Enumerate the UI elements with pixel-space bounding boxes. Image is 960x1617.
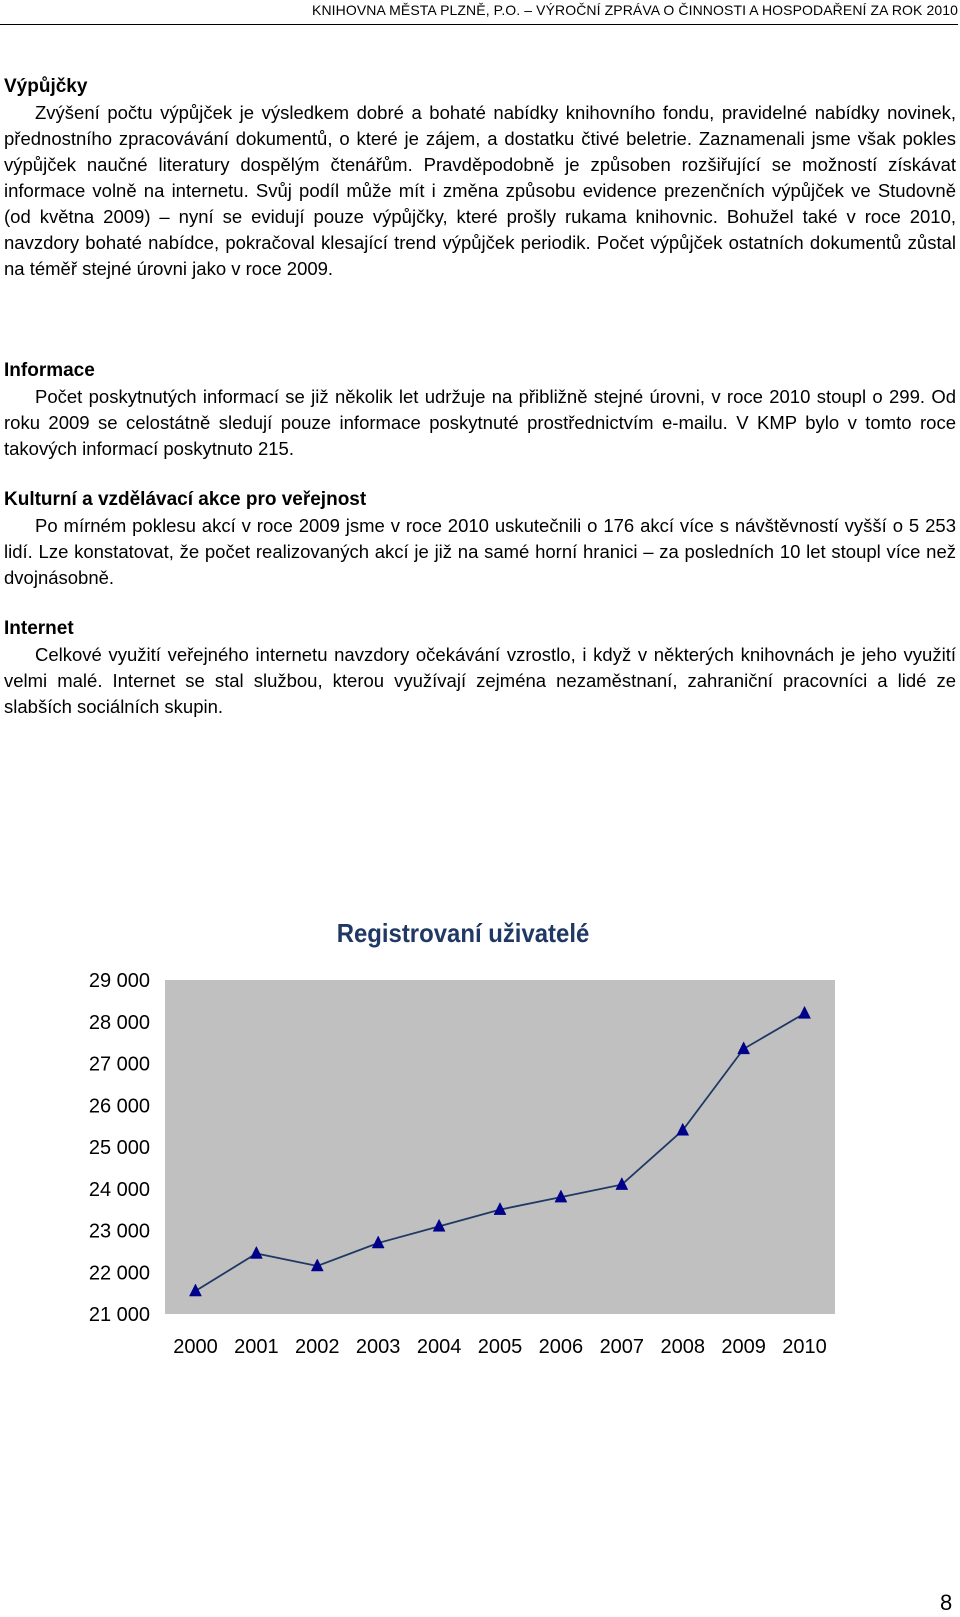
y-tick-label: 22 000 bbox=[88, 1262, 150, 1285]
x-tick-label: 2000 bbox=[173, 1336, 218, 1358]
y-tick-label: 21 000 bbox=[88, 1304, 150, 1326]
data-point bbox=[494, 1203, 506, 1215]
x-tick-label: 2005 bbox=[477, 1336, 523, 1358]
y-tick-label: 29 000 bbox=[88, 970, 150, 992]
data-point bbox=[311, 1259, 323, 1271]
page-number: 8 bbox=[940, 1590, 953, 1615]
plot-area bbox=[165, 980, 835, 1314]
section-heading: Internet bbox=[4, 618, 74, 639]
section-informace bbox=[4, 358, 956, 462]
x-tick-label: 2009 bbox=[721, 1336, 766, 1358]
data-point bbox=[738, 1042, 750, 1054]
data-point bbox=[372, 1236, 384, 1248]
running-header: KNIHOVNA MĚSTA PLZNĚ, P.O. – VÝROČNÍ ZPRÁVA O ČINNOSTI A HOSPODAŘENÍ ZA ROK 2010 bbox=[312, 2, 958, 18]
data-point bbox=[433, 1219, 445, 1231]
section-heading: Výpůjčky bbox=[4, 76, 88, 97]
section-vypujcky bbox=[4, 74, 956, 282]
y-tick-label: 28 000 bbox=[88, 1011, 150, 1034]
x-tick-label: 2010 bbox=[782, 1336, 827, 1358]
data-point bbox=[799, 1006, 811, 1018]
y-tick-label: 26 000 bbox=[88, 1095, 150, 1118]
chart-title: Registrovaní uživatelé bbox=[336, 918, 590, 948]
data-point bbox=[555, 1190, 567, 1202]
x-tick-label: 2006 bbox=[538, 1336, 584, 1358]
y-tick-label: 25 000 bbox=[88, 1137, 150, 1159]
data-point bbox=[250, 1246, 262, 1258]
section-internet bbox=[4, 616, 956, 720]
x-tick-label: 2008 bbox=[660, 1336, 705, 1358]
x-tick-label: 2003 bbox=[355, 1336, 401, 1358]
data-point bbox=[677, 1123, 689, 1135]
header-divider bbox=[0, 24, 958, 25]
section-text: Po mírném poklesu akcí v roce 2009 jsme v roce 2010 uskutečnili o 176 akcí více s návštěvností vyšší o 5 253 lidí. Lze konstatovat, že počet realizovaných akcí je již na samé horní hranici – za posledních 10 let stoupl více než dvojnásobně. bbox=[4, 515, 956, 588]
y-tick-label: 23 000 bbox=[88, 1220, 150, 1243]
x-tick-label: 2002 bbox=[295, 1336, 340, 1358]
series-line bbox=[195, 1013, 804, 1291]
data-point bbox=[189, 1284, 201, 1296]
section-heading: Kulturní a vzdělávací akce pro veřejnost bbox=[4, 489, 367, 510]
data-point bbox=[616, 1178, 628, 1190]
section-heading: Informace bbox=[4, 360, 95, 381]
y-tick-label: 24 000 bbox=[88, 1178, 150, 1201]
x-tick-label: 2004 bbox=[416, 1336, 462, 1358]
x-tick-label: 2007 bbox=[599, 1336, 645, 1358]
x-tick-label: 2001 bbox=[234, 1336, 279, 1358]
y-tick-label: 27 000 bbox=[88, 1053, 150, 1076]
section-text: Zvýšení počtu výpůjček je výsledkem dobré a bohaté nabídky knihovního fondu, pravidelné nabídky novinek, přednostního zpracovávání dokumentů, o které je zájem, a dostatku čtivé beletrie. Zaznamenali jsme však pokles výpůjček naučné literatury dospělým čtenářům. Pravděpodobně je způsoben rozšiřující se možností získávat informace volně na internetu. Svůj podíl může mít i změna způsobu evidence prezenčních výpůjček ve Studovně (od května 2009) – nyní se evidují pouze výpůjčky, které prošly rukama knihovnic. Bohužel také v roce 2010, navzdory bohaté nabídce, pokračoval klesající trend výpůjček periodik. Počet výpůjček ostatních dokumentů zůstal na téměř stejné úrovni jako v roce 2009. bbox=[4, 102, 956, 279]
section-text: Celkové využití veřejného internetu navzdory očekávání vzrostlo, i když v některých knihovnách je jeho využití velmi malé. Internet se stal službou, kterou využívají zejména nezaměstnaní, zahraniční pracovníci a lidé ze slabších sociálních skupin. bbox=[4, 644, 956, 717]
section-kulturni-akce bbox=[4, 487, 956, 591]
section-text: Počet poskytnutých informací se již několik let udržuje na přibližně stejné úrovni, v roce 2010 stoupl o 299. Od roku 2009 se celostátně sledují pouze informace poskytnuté prostřednictvím e-mailu. V KMP bylo v tomto roce takových informací poskytnuto 215. bbox=[4, 386, 956, 459]
